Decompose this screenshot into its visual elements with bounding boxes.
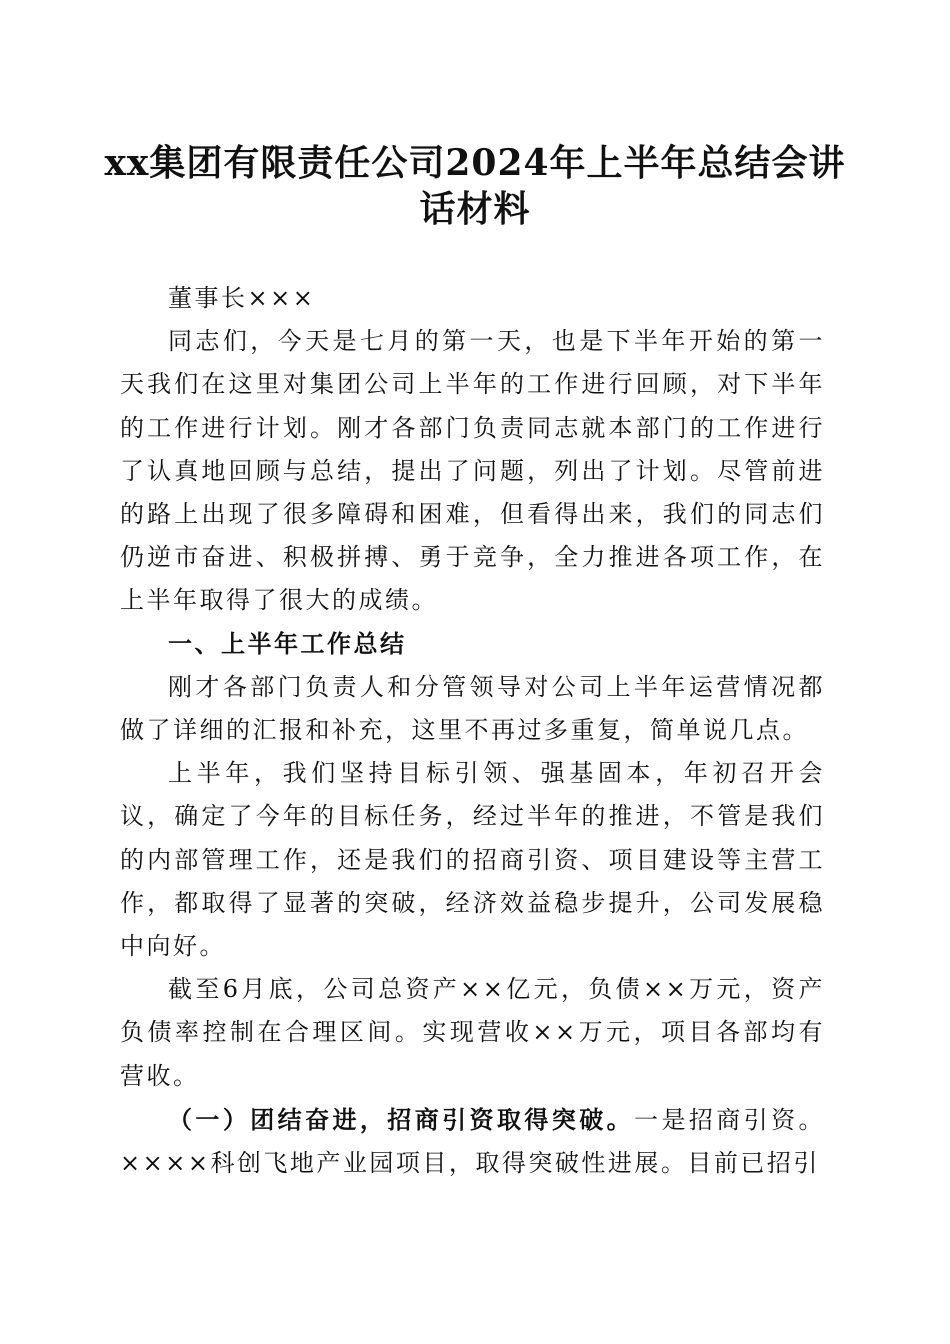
title-line-1: xx集团有限责任公司2024年上半年总结会讲 (104, 142, 846, 184)
section-heading-1: 一、上半年工作总结 (168, 629, 407, 658)
paragraph-first-half: 上半年，我们坚持目标引领、强基固本，年初召开会议，确定了今年的目标任务，经过半年的推进，不管是我们的内部管理工作，还是我们的招商引资、项目建设等主营工作，都取得了显著的突破，经济效益稳步提升，公司发展稳中向好。 (120, 759, 825, 961)
speaker-line: 董事长××× (168, 284, 316, 312)
subsection-1-heading: （一）团结奋进，招商引资取得突破。 (168, 1104, 635, 1134)
document-body (120, 277, 825, 1185)
paragraph-financials: 截至6月底，公司总资产××亿元，负债××万元，资产负债率控制在合理区间。实现营收××万元，项目各部均有营收。 (120, 975, 825, 1090)
document-title (100, 140, 850, 232)
subsection-1-text: 一是招商引资。××××科创飞地产业园项目，取得突破性进展。目前已招引 (120, 1105, 826, 1178)
paragraph-subsection-1 (120, 1098, 825, 1185)
paragraph-opening: 同志们，今天是七月的第一天，也是下半年开始的第一天我们在这里对集团公司上半年的工作进行回顾，对下半年的工作进行计划。刚才各部门负责同志就本部门的工作进行了认真地回顾与总结，提出了问题，列出了计划。尽管前进的路上出现了很多障碍和困难，但看得出来，我们的同志们仍逆市奋进、积极拼搏、勇于竞争，全力推进各项工作，在上半年取得了很大的成绩。 (120, 327, 825, 615)
title-line-2: 话材料 (419, 188, 531, 230)
paragraph-summary-intro: 刚才各部门负责人和分管领导对公司上半年运营情况都做了详细的汇报和补充，这里不再过多重复，简单说几点。 (120, 672, 825, 745)
